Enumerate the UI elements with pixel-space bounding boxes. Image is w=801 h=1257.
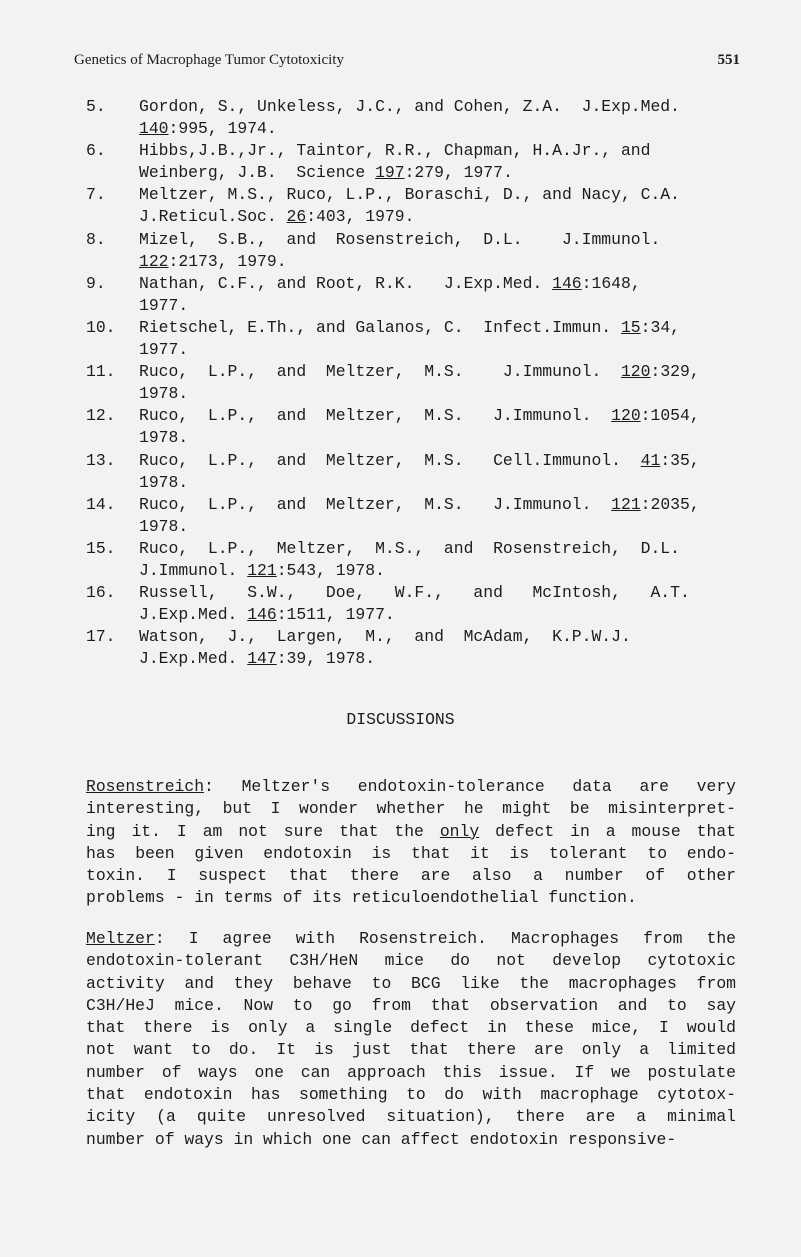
reference-item	[86, 229, 736, 273]
line-text: :35,	[660, 450, 700, 470]
reference-number: 13.	[86, 450, 116, 470]
reference-line	[139, 273, 736, 295]
line-text: 1978.	[139, 428, 189, 448]
line-text: Hibbs,J.B.,Jr., Taintor, R.R., Chapman, H.A.Jr., and	[139, 141, 651, 161]
underlined-text: 120	[611, 406, 641, 426]
line-text: number of ways in which one can affect endotoxin responsive-	[86, 1129, 677, 1149]
line-text: Meltzer, M.S., Ruco, L.P., Boraschi, D., and Nacy, C.A.	[139, 185, 680, 205]
paragraph-line	[86, 776, 736, 798]
reference-number: 12.	[86, 406, 116, 426]
reference-number: 7.	[86, 185, 106, 205]
reference-number: 16.	[86, 583, 116, 603]
line-text: toxin. I suspect that there are also a number of other	[86, 866, 736, 886]
reference-item	[86, 184, 736, 228]
line-text: J.Immunol.	[139, 560, 248, 580]
running-title: Genetics of Macrophage Tumor Cytotoxicity	[74, 52, 344, 68]
line-text: Gordon, S., Unkeless, J.C., and Cohen, Z.A. J.Exp.Med.	[139, 97, 680, 116]
reference-item	[86, 538, 736, 582]
reference-line	[139, 450, 736, 472]
paragraph-line	[86, 1106, 736, 1128]
line-text: Ruco, L.P., and Meltzer, M.S. J.Immunol.	[139, 406, 612, 426]
underlined-text: 121	[247, 560, 277, 580]
reference-number: 8.	[86, 229, 106, 249]
line-text: Nathan, C.F., and Root, R.K. J.Exp.Med.	[139, 273, 553, 293]
line-text: : I agree with Rosenstreich. Macrophages from the	[154, 929, 736, 948]
line-text: 1978.	[139, 384, 189, 404]
line-text: Ruco, L.P., Meltzer, M.S., and Rosenstreich, D.L.	[139, 538, 680, 558]
paragraph-line	[86, 865, 736, 887]
reference-number: 17.	[86, 627, 116, 647]
reference-line	[139, 472, 736, 494]
reference-line	[139, 206, 736, 228]
underlined-text: 140	[139, 119, 169, 139]
line-text: Ruco, L.P., and Meltzer, M.S. J.Immunol.	[139, 494, 612, 514]
reference-item	[86, 96, 736, 140]
line-text: ing it. I am not sure that the	[86, 821, 440, 841]
line-text: :34,	[640, 317, 681, 337]
reference-list	[86, 96, 736, 670]
line-text: :1648,	[581, 273, 641, 293]
line-text: Mizel, S.B., and Rosenstreich, D.L. J.Immunol.	[139, 229, 661, 249]
line-text: :279, 1977.	[404, 163, 513, 183]
reference-line	[139, 251, 736, 273]
reference-line	[139, 184, 736, 206]
line-text: Watson, J., Largen, M., and McAdam, K.P.W.J.	[139, 627, 631, 647]
line-text: : Meltzer's endotoxin-tolerance data are very	[204, 777, 736, 796]
line-text: that there is only a single defect in these mice, I would	[86, 1018, 736, 1038]
reference-number: 14.	[86, 494, 116, 514]
reference-line	[139, 405, 736, 427]
line-text: :2035,	[640, 494, 700, 514]
reference-item	[86, 361, 736, 405]
page-number: 551	[717, 52, 740, 68]
underlined-text: 147	[247, 649, 277, 669]
line-text: J.Exp.Med.	[139, 605, 248, 625]
paragraph-line	[86, 798, 736, 820]
line-text: activity and they behave to BCG like the macrophages from	[86, 973, 736, 993]
line-text: Ruco, L.P., and Meltzer, M.S. Cell.Immunol.	[139, 450, 641, 470]
underlined-text: 197	[375, 163, 405, 183]
line-text: number of ways one can approach this issue. If we postulate	[86, 1062, 736, 1082]
reference-item	[86, 582, 736, 626]
line-text: 1978.	[139, 516, 189, 536]
line-text: Rietschel, E.Th., and Galanos, C. Infect.Immun.	[139, 317, 621, 337]
reference-item	[86, 405, 736, 449]
reference-line	[139, 604, 736, 626]
line-text: :543, 1978.	[276, 560, 385, 580]
paragraph-line	[86, 950, 736, 972]
reference-line	[139, 538, 736, 560]
paragraph-line	[86, 887, 736, 909]
line-text: endotoxin-tolerant C3H/HeN mice do not develop cytotoxic	[86, 951, 736, 971]
underlined-text: 15	[620, 317, 641, 337]
line-text: :995, 1974.	[168, 119, 277, 139]
reference-line	[139, 648, 736, 670]
discussion-rosenstreich	[86, 776, 736, 910]
reference-line	[139, 162, 736, 184]
running-header	[74, 52, 740, 74]
reference-item	[86, 494, 736, 538]
line-text: :2173, 1979.	[168, 251, 287, 271]
line-text: :39, 1978.	[276, 649, 376, 669]
reference-number: 5.	[86, 97, 106, 116]
line-text: interesting, but I wonder whether he might be misinterpret-	[86, 799, 736, 819]
line-text: 1977.	[139, 340, 189, 360]
reference-line	[139, 140, 736, 162]
underlined-text: Meltzer	[86, 929, 155, 948]
line-text: Ruco, L.P., and Meltzer, M.S. J.Immunol.	[139, 362, 621, 382]
line-text: not want to do. It is just that there are only a limited	[86, 1040, 736, 1060]
paragraph-line	[86, 1017, 736, 1039]
underlined-text: 26	[286, 207, 307, 227]
line-text: has been given endotoxin is that it is tolerant to endo-	[86, 843, 736, 863]
reference-item	[86, 273, 736, 317]
paragraph-line	[86, 1062, 736, 1084]
reference-line	[139, 361, 736, 383]
line-text: :1054,	[640, 406, 700, 426]
line-text: :1511, 1977.	[276, 605, 395, 625]
line-text: C3H/HeJ mice. Now to go from that observation and to say	[86, 995, 736, 1015]
underlined-text: 121	[611, 494, 641, 514]
reference-line	[139, 516, 736, 538]
reference-line	[139, 494, 736, 516]
line-text: 1978.	[139, 472, 189, 492]
paragraph-line	[86, 928, 736, 950]
underlined-text: 122	[139, 251, 169, 271]
reference-line	[139, 383, 736, 405]
line-text: that endotoxin has something to do with macrophage cytotox-	[86, 1085, 736, 1105]
paragraph-line	[86, 1039, 736, 1061]
reference-line	[139, 96, 736, 118]
line-text: :329,	[650, 362, 700, 382]
line-text: icity (a quite unresolved situation), there are a minimal	[86, 1107, 736, 1127]
discussions-heading: DISCUSSIONS	[346, 710, 455, 729]
paragraph-line	[86, 843, 736, 865]
reference-line	[139, 626, 736, 648]
reference-number: 10.	[86, 317, 116, 337]
paragraph-line	[86, 1129, 736, 1151]
line-text: Weinberg, J.B. Science	[139, 163, 376, 183]
reference-item	[86, 317, 736, 361]
paragraph-line	[86, 1084, 736, 1106]
reference-item	[86, 450, 736, 494]
reference-line	[139, 339, 736, 361]
paragraph-line	[86, 973, 736, 995]
line-text: J.Exp.Med.	[139, 649, 248, 669]
paragraph-line	[86, 821, 736, 843]
reference-line	[139, 560, 736, 582]
reference-line	[139, 427, 736, 449]
reference-item	[86, 626, 736, 670]
line-text: J.Reticul.Soc.	[139, 207, 287, 227]
reference-line	[139, 118, 736, 140]
underlined-text: 120	[620, 362, 651, 382]
reference-line	[139, 317, 736, 339]
reference-number: 15.	[86, 538, 116, 558]
underlined-text: 146	[552, 273, 582, 293]
paragraph-line	[86, 995, 736, 1017]
line-text: Russell, S.W., Doe, W.F., and McIntosh, A.T.	[139, 583, 690, 603]
underlined-text: only	[439, 821, 480, 841]
line-text: :403, 1979.	[306, 207, 415, 227]
line-text: problems - in terms of its reticuloendothelial function.	[86, 888, 637, 908]
discussion-meltzer	[86, 928, 736, 1151]
reference-number: 9.	[86, 273, 106, 293]
reference-number: 6.	[86, 141, 106, 161]
line-text: defect in a mouse that	[479, 821, 737, 841]
underlined-text: 146	[247, 605, 277, 625]
underlined-text: 41	[640, 450, 661, 470]
line-text: 1977.	[139, 295, 189, 315]
reference-line	[139, 582, 736, 604]
reference-line	[139, 229, 736, 251]
reference-line	[139, 295, 736, 317]
reference-number: 11.	[86, 362, 116, 382]
reference-item	[86, 140, 736, 184]
underlined-text: Rosenstreich	[86, 777, 205, 796]
